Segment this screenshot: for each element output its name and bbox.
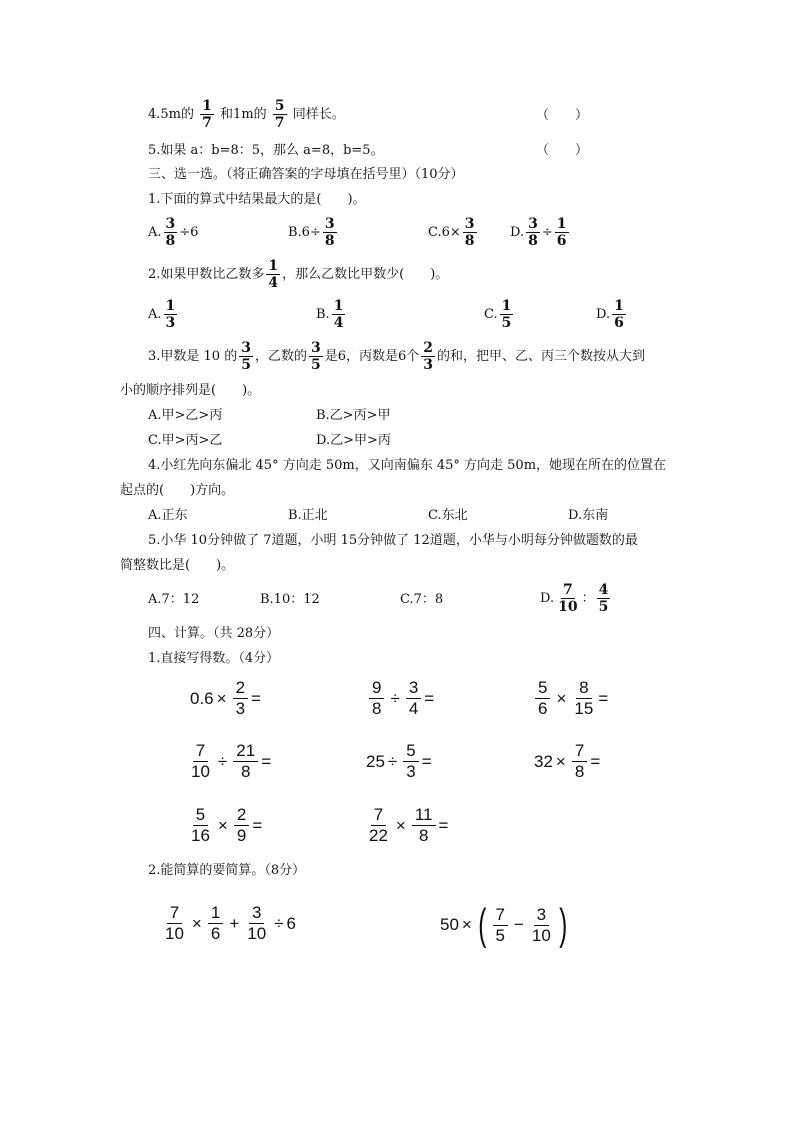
fraction: $\frac{3}{10}$ (531, 904, 551, 945)
option-a[interactable]: A.7：12 (148, 592, 200, 607)
option-c[interactable]: C.7：8 (400, 592, 444, 607)
fraction: $\frac{3}{8}$ (165, 216, 176, 249)
fraction: $\frac{3}{5}$ (241, 340, 251, 373)
choice-question-5-line2: 简整数比是( )。 (120, 558, 235, 573)
calc-expression-3[interactable]: $\frac{5}{6}$ × $\frac{8}{15}$ = (532, 678, 608, 719)
fraction: $\frac{11}{8}$ (412, 805, 436, 846)
fraction: $\frac{9}{8}$ (369, 678, 384, 719)
choice-question-2: 2.如果甲数比乙数多 $\frac{1}{4}$ ，那么乙数比甲数少( )。 (148, 258, 449, 291)
option-c[interactable]: C.甲>丙>乙 (148, 433, 223, 448)
option-b[interactable]: B.乙>丙>甲 (316, 408, 391, 423)
fraction: $\frac{7}{8}$ (572, 741, 587, 782)
section-4-title: 四、计算。（共 28分） (148, 626, 280, 641)
calc-expression-8[interactable]: $\frac{7}{22}$ × $\frac{11}{8}$ = (369, 805, 449, 845)
fraction: $\frac{3}{4}$ (406, 678, 421, 719)
option-c[interactable]: C.6× $\frac{3}{8}$ (428, 216, 475, 249)
choice-question-3-line2: 小的顺序排列是( )。 (120, 383, 261, 398)
choice-question-3: 3.甲数是 10 的 $\frac{3}{5}$ ，乙数的 $\frac{3}{5}$ 是6，丙数是6个 $\frac{2}{3}$ 的和，把甲、乙、丙三个数按从大到 (148, 340, 646, 373)
answer-blank[interactable]: （ ） (536, 108, 589, 123)
fraction: $\frac{8}{15}$ (574, 678, 594, 718)
option-d[interactable]: D.乙>甲>丙 (316, 433, 391, 448)
choice-question-5: 5.小华 10分钟做了 7道题，小明 15分钟做了 12道题，小华与小明每分钟做题数的最 (148, 533, 638, 548)
judge-question-4: 4.5m的 $\frac{1}{7}$ 和1m的 $\frac{5}{7}$ 同样长。 (148, 98, 345, 131)
fraction: $\frac{4}{5}$ (598, 582, 609, 615)
calc-expression-4[interactable]: $\frac{7}{10}$ ÷ $\frac{21}{8}$ = (191, 741, 272, 781)
option-d[interactable]: D. $\frac{7}{10}$ ： $\frac{4}{5}$ (540, 582, 609, 615)
option-d[interactable]: D. $\frac{3}{8}$ ÷ $\frac{1}{6}$ (510, 216, 567, 249)
judge-question-5: 5.如果 a：b=8：5，那么 a=8，b=5。 (148, 143, 384, 158)
option-a[interactable]: A.甲>乙>丙 (148, 408, 223, 423)
option-b[interactable]: B.6÷ $\frac{3}{8}$ (288, 216, 335, 249)
calc-expression-1[interactable]: 0.6 × $\frac{2}{3}$ = (190, 678, 261, 718)
option-c[interactable]: C. $\frac{1}{5}$ (484, 298, 512, 331)
fraction: $\frac{1}{6}$ (556, 216, 567, 249)
fraction: $\frac{7}{10}$ (191, 741, 210, 781)
fraction: $\frac{2}{3}$ (423, 340, 434, 373)
fraction: $\frac{1}{7}$ (202, 98, 212, 131)
fraction: $\frac{7}{10}$ (165, 903, 184, 943)
section-3-title: 三、选一选。（将正确答案的字母填在括号里）（10分） (148, 167, 464, 182)
fraction: $\frac{3}{8}$ (528, 216, 538, 249)
fraction: $\frac{3}{5}$ (310, 340, 321, 373)
choice-question-1: 1.下面的算式中结果最大的是( )。 (148, 192, 366, 207)
option-d[interactable]: D.东南 (568, 508, 609, 523)
subsection-1-title: 1.直接写得数。（4分） (148, 651, 280, 666)
calc-expression-6[interactable]: 32 × $\frac{7}{8}$ = (534, 741, 601, 781)
fraction: $\frac{5}{16}$ (191, 805, 210, 845)
simplify-expression-2[interactable]: 50 × ( 7 5 − $\frac{3}{10}$ ) (440, 900, 568, 949)
fraction: $\frac{5}{6}$ (535, 678, 550, 719)
fraction: $\frac{2}{3}$ (233, 678, 248, 719)
fraction: 7 5 (493, 905, 508, 946)
simplify-expression-1[interactable]: $\frac{7}{10}$ × $\frac{1}{6}$ + $\frac{3}{10}$ ÷ 6 (165, 903, 296, 943)
fraction: $\frac{3}{8}$ (324, 216, 335, 249)
option-c[interactable]: C.东北 (428, 508, 468, 523)
fraction: $\frac{1}{4}$ (333, 298, 344, 331)
option-b[interactable]: B.10：12 (260, 592, 320, 607)
option-d[interactable]: D. $\frac{1}{6}$ (596, 298, 624, 331)
fraction: $\frac{1}{5}$ (501, 298, 512, 331)
fraction: $\frac{7}{22}$ (369, 805, 388, 845)
fraction: $\frac{1}{6}$ (208, 903, 223, 944)
choice-question-4-line2: 起点的( )方向。 (120, 483, 235, 498)
option-a[interactable]: A.正东 (148, 508, 188, 523)
fraction: $\frac{5}{7}$ (274, 98, 285, 131)
calc-expression-5[interactable]: 25 ÷ $\frac{5}{3}$ = (366, 741, 432, 781)
choice-question-4: 4.小红先向东偏北 45° 方向走 50m，又向南偏东 45° 方向走 50m，她现在所在的位置在 (148, 458, 667, 473)
option-b[interactable]: B. $\frac{1}{4}$ (316, 298, 344, 331)
option-b[interactable]: B.正北 (288, 508, 328, 523)
answer-blank[interactable]: （ ） (536, 143, 589, 158)
fraction: $\frac{1}{3}$ (165, 298, 176, 331)
fraction: $\frac{7}{10}$ (558, 582, 578, 615)
fraction: $\frac{3}{8}$ (464, 216, 475, 249)
calc-expression-2[interactable]: $\frac{9}{8}$ ÷ $\frac{3}{4}$ = (366, 678, 434, 719)
fraction: $\frac{1}{6}$ (614, 298, 624, 331)
fraction: $\frac{1}{4}$ (268, 258, 279, 291)
option-a[interactable]: A. $\frac{3}{8}$ ÷6 (148, 216, 199, 249)
fraction: $\frac{21}{8}$ (233, 741, 258, 782)
fraction: $\frac{5}{3}$ (403, 741, 418, 782)
option-a[interactable]: A. $\frac{1}{3}$ (148, 298, 176, 331)
subsection-2-title: 2.能简算的要简算。（8分） (148, 863, 306, 878)
fraction: $\frac{2}{9}$ (234, 805, 249, 846)
calc-expression-7[interactable]: $\frac{5}{16}$ × $\frac{2}{9}$ = (191, 805, 263, 845)
fraction: $\frac{3}{10}$ (247, 903, 267, 943)
